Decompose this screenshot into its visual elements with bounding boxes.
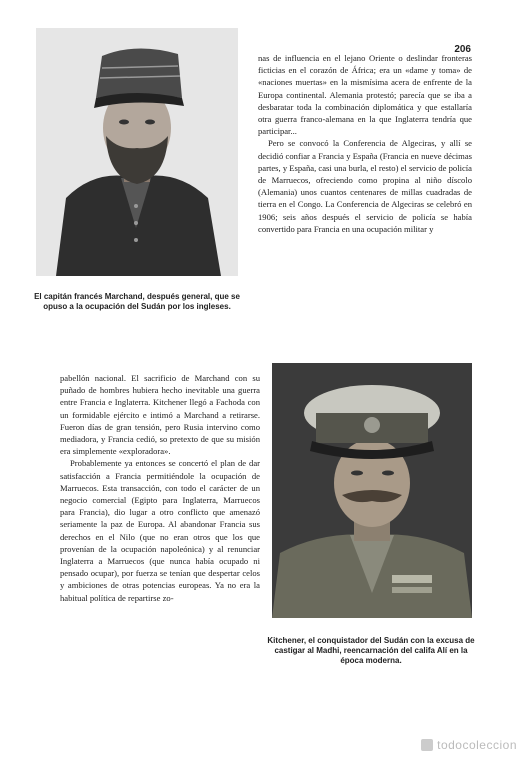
kitchener-caption: Kitchener, el conquistador del Sudán con la excusa de castigar al Madhi, reencarnación del califa Alí en la época moderna. [267, 636, 475, 665]
text-column-left-bottom [60, 372, 260, 604]
paragraph: Probablemente ya entonces se concertó el plan de dar satisfacción a Francia permitiéndole la ocupación de Marruecos. Esta transacción, con todo el carácter de un negocio comercial (Egipto para Inglaterra, Marruecos para Francia), dio lugar a otro conflicto que amenazó seriamente la paz de Europa. Al abandonar Francia sus derechos en el Nilo (que no eran otros que los que provenían de la ocupación napoleónica) y al renunciar Inglaterra a Marruecos (que nunca había ocupado ni pensado ocupar), por fuerza se tenían que despertar celos y ambiciones de otras potencias europeas. Ya no era la habitual política de repartirse zo- [60, 458, 260, 603]
marchand-caption: El capitán francés Marchand, después general, que se opuso a la ocupación del Sudán por los ingleses. [34, 292, 240, 311]
paragraph: nas de influencia en el lejano Oriente o deslindar fronteras ficticias en el corazón de África; era un «dame y toma» de «naciones muertas» en la mismísima acera de enfrente de la Europa continental. Alemania protestó; parecía que se iba a desbaratar toda la combinación diplomática y que estallaría otra guerra franco-alemana en la que Inglaterra tendría que participar... [258, 53, 472, 137]
paragraph: pabellón nacional. El sacrificio de Marchand con su puñado de hombres hubiera hecho inevitable una guerra entre Francia e Inglaterra. Kitchener llegó a Fachoda con un formidable ejército e intimó a Marchand a retirarse. Fueron días de gran tensión, pero Rusia intervino como mediadora, y Francia cedió, so pretexto de que su misión era simplemente «exploradora». [60, 373, 260, 457]
watermark-text: todocoleccion [437, 738, 517, 752]
kitchener-photo [272, 363, 472, 618]
marchand-portrait [36, 28, 238, 276]
text-column-right-top [258, 52, 472, 235]
watermark-logo-icon [421, 739, 433, 751]
paragraph: Pero se convocó la Conferencia de Algeciras, y allí se decidió confiar a Francia y España (Francia en nueve décimas partes, y España, casi una burla, el resto) el servicio de policía de Marruecos, ofreciendo como propina al niño díscolo (Alemania) unos cuantos centenares de millas cuadradas de tierra en el Congo. La Conferencia de Algeciras se celebró en 1906; seis años después el servicio de policía se había convertido para Francia en una ocupación militar y [258, 138, 472, 234]
watermark [421, 738, 517, 752]
page-number: 206 [454, 44, 471, 55]
